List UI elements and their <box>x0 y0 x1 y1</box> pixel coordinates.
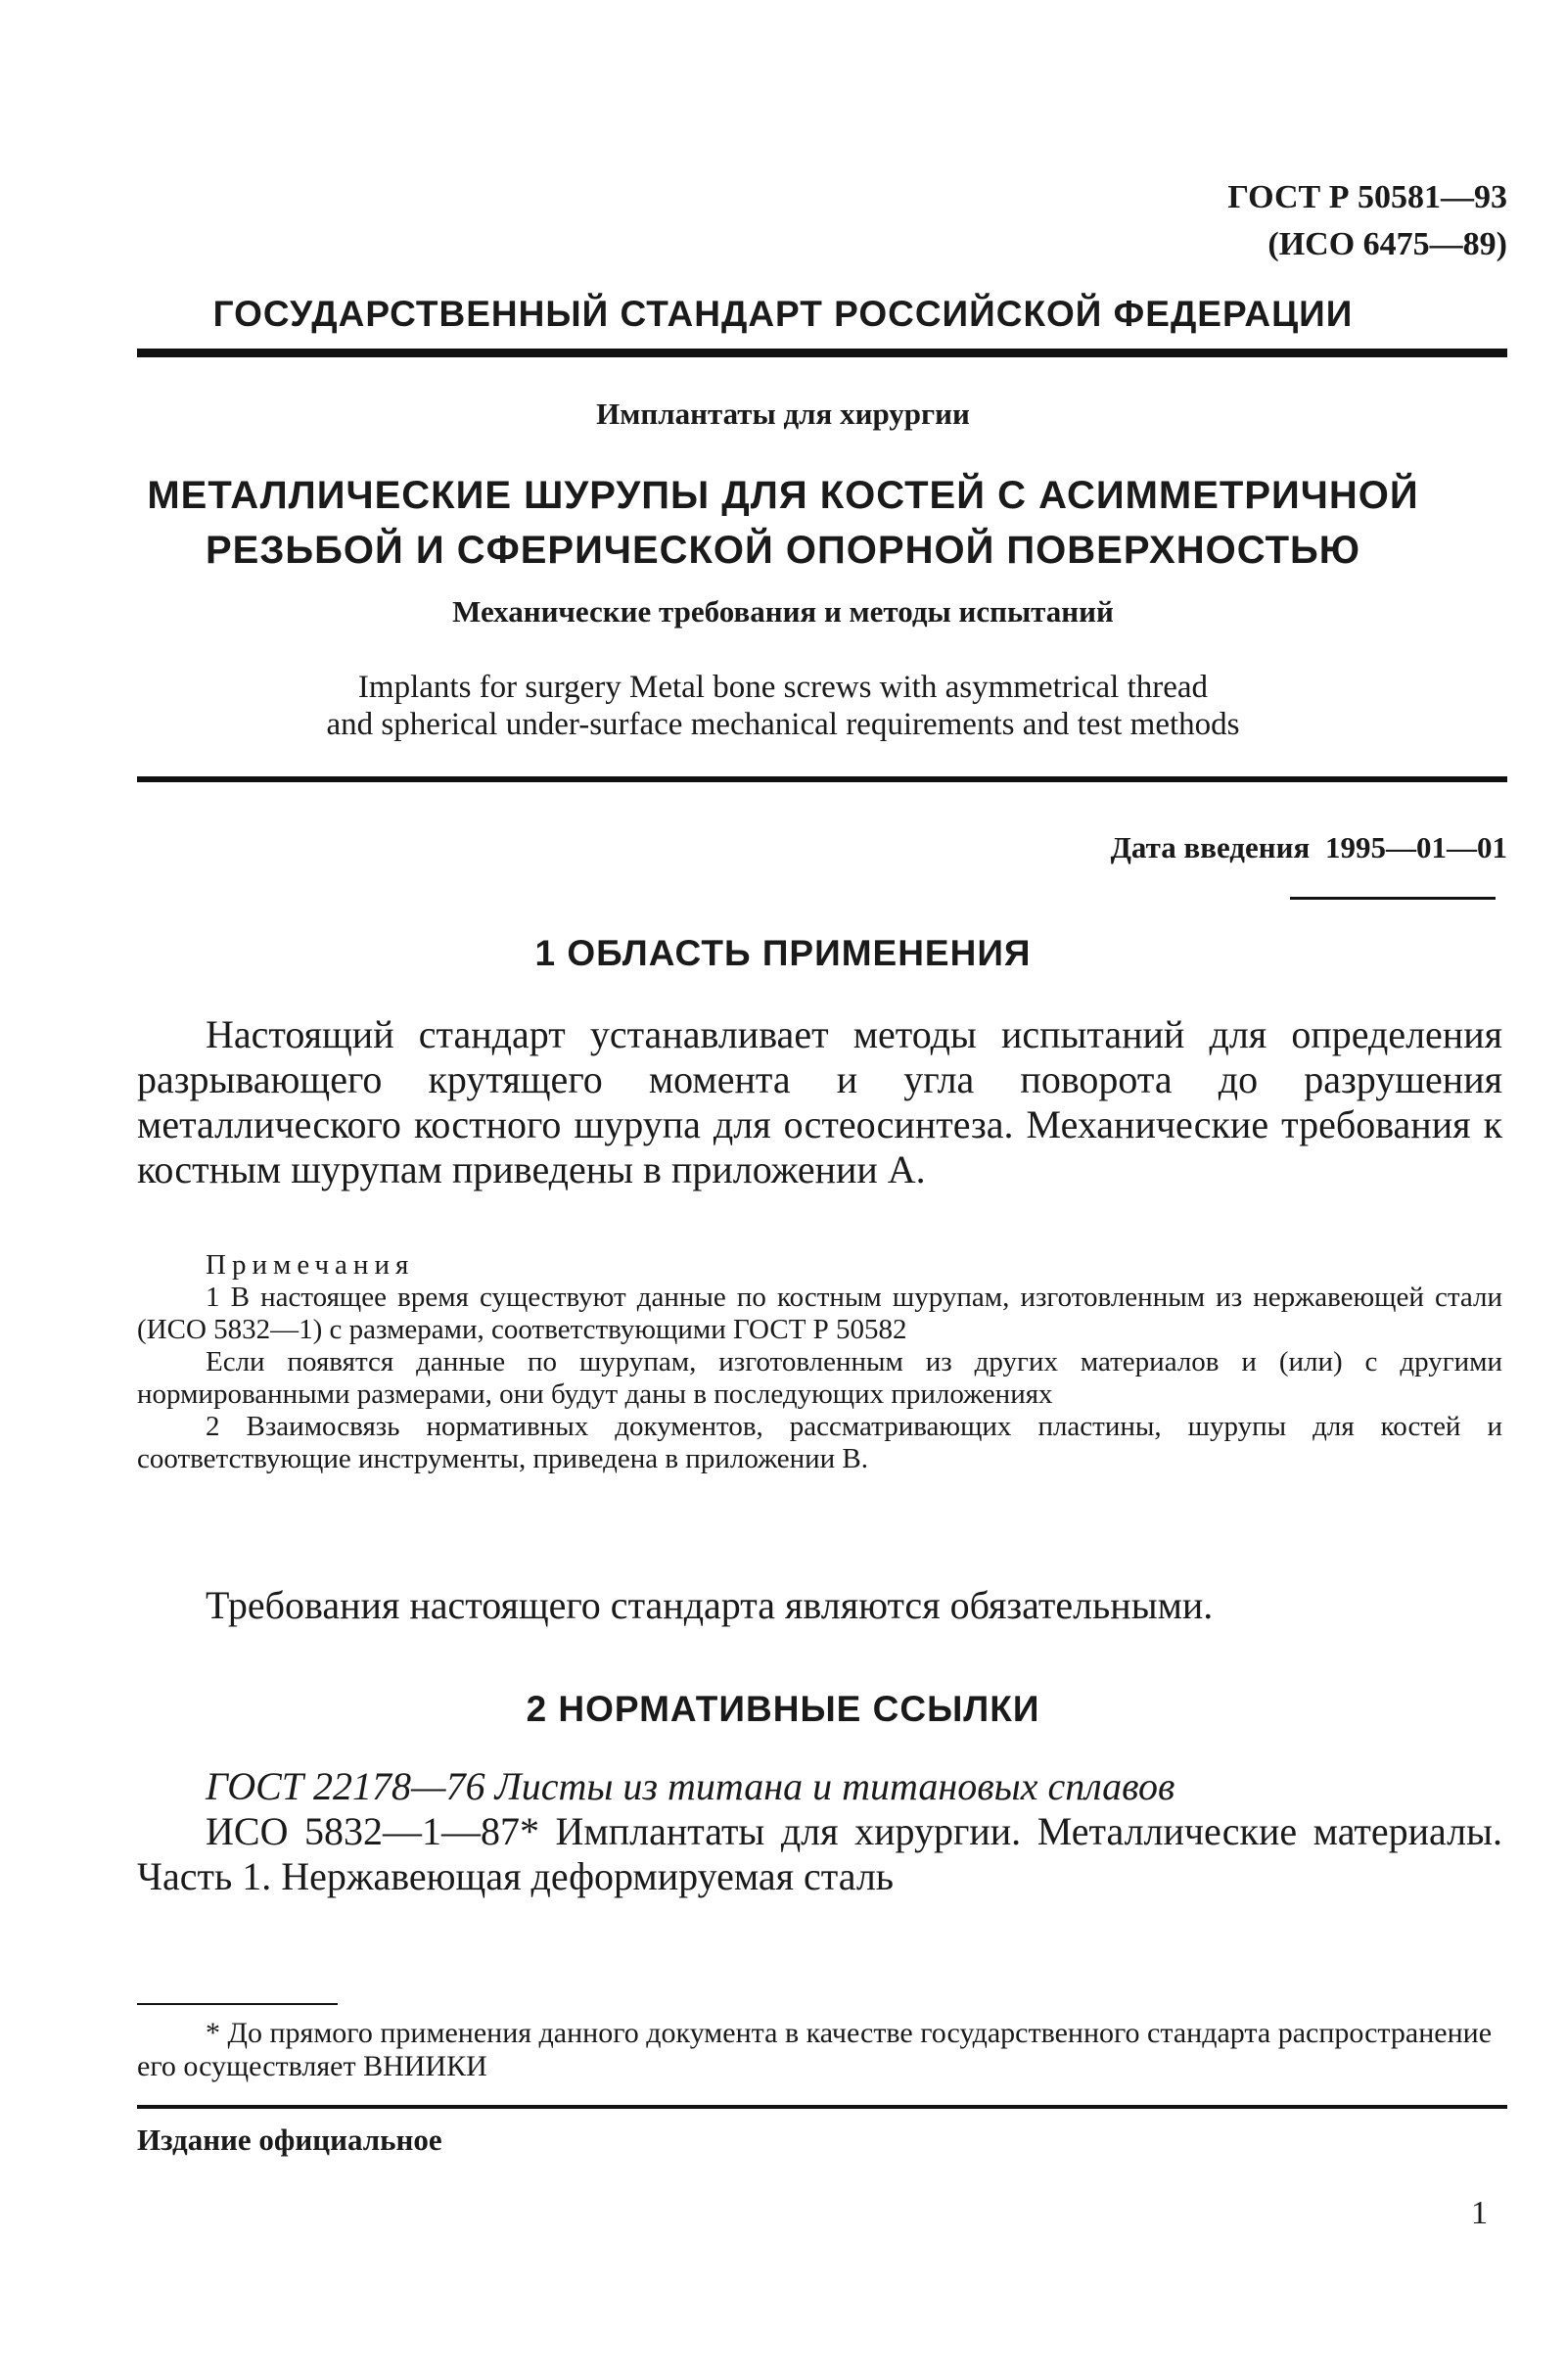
note-1: 1 В настоящее время существуют данные по костным шурупам, изготовленным из нержавеющей стали (ИСО 5832—1) с размерами, соответствующими ГОСТ Р 50582 <box>137 1282 1502 1345</box>
reference-gost-22178: ГОСТ 22178—76 Листы из титана и титановых сплавов <box>206 1764 1175 1808</box>
date-label: Дата введения <box>1110 830 1311 864</box>
main-title-line-2: РЕЗЬБОЙ И СФЕРИЧЕСКОЙ ОПОРНОЙ ПОВЕРХНОСТЬЮ <box>205 529 1361 572</box>
references-block <box>137 1764 1502 1899</box>
main-title-line-1: МЕТАЛЛИЧЕСКИЕ ШУРУПЫ ДЛЯ КОСТЕЙ С АСИММЕТРИЧНОЙ <box>147 474 1419 517</box>
note-1-continuation: Если появятся данные по шурупам, изготовленным из других материалов и (или) с другими нормированными размерами, они будут даны в последующих приложениях <box>137 1346 1502 1410</box>
note-2: 2 Взаимосвязь нормативных документов, рассматривающих пластины, шурупы для костей и соответствующие инструменты, приведена в приложении В. <box>137 1411 1502 1474</box>
english-title-line-1: Implants for surgery Metal bone screws with asymmetrical thread <box>357 670 1209 705</box>
section-2-heading: 2 НОРМАТИВНЫЕ ССЫЛКИ <box>526 1689 1040 1729</box>
subject-line: Имплантаты для хирургии <box>596 397 970 431</box>
standard-number: ГОСТ Р 50581—93 <box>1227 179 1507 215</box>
section-1-paragraph <box>137 1012 1502 1192</box>
notes-title: Примечания <box>206 1249 415 1281</box>
header-thick-rule <box>137 349 1507 357</box>
footnote-separator <box>137 2003 338 2005</box>
date-value: 1995—01—01 <box>1325 830 1507 864</box>
standard-number-block <box>1227 174 1507 268</box>
reference-iso-5832: ИСО 5832—1—87* Имплантаты для хирургии. Металлические материалы. Часть 1. Нержавеющая деформируемая сталь <box>137 1809 1502 1898</box>
mandatory-statement: Требования настоящего стандарта являются обязательными. <box>206 1583 1214 1627</box>
section-1-heading: 1 ОБЛАСТЬ ПРИМЕНЕНИЯ <box>534 933 1032 973</box>
iso-number: (ИСО 6475—89) <box>1267 226 1507 262</box>
date-underline <box>1290 897 1496 900</box>
introduction-date <box>1111 830 1507 865</box>
footer-rule <box>137 2105 1507 2109</box>
state-standard-heading: ГОСУДАРСТВЕННЫЙ СТАНДАРТ РОССИЙСКОЙ ФЕДЕРАЦИИ <box>212 294 1354 334</box>
edition-label: Издание официальное <box>137 2123 442 2157</box>
footnote-text: * До прямого применения данного документа в качестве государственного стандарта распространение его осуществляет ВНИИКИ <box>137 2017 1493 2082</box>
footnote <box>137 2017 1502 2083</box>
english-title-line-2: and spherical under-surface mechanical requirements and test methods <box>326 707 1240 742</box>
notes-block <box>137 1249 1502 1475</box>
mandatory-statement-block <box>137 1583 1502 1628</box>
main-title <box>0 468 1566 578</box>
english-title <box>0 669 1566 743</box>
subtitle: Механические требования и методы испытаний <box>452 594 1114 629</box>
title-rule <box>137 776 1507 782</box>
page-number: 1 <box>1471 2195 1488 2231</box>
scope-paragraph: Настоящий стандарт устанавливает методы испытаний для определения разрывающего крутящего момента и угла поворота до разрушения металлического костного шурупа для остеосинтеза. Механические требования к костным шурупам приведены в приложении А. <box>137 1012 1502 1191</box>
